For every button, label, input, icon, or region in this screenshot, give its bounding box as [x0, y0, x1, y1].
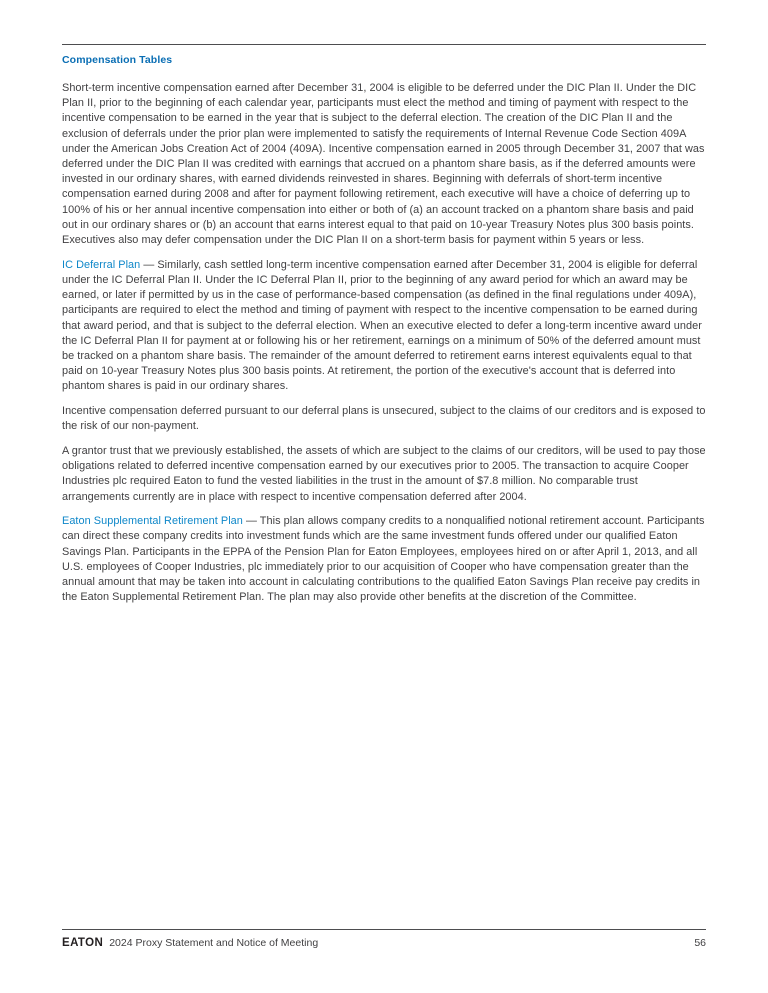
page-content [62, 44, 706, 615]
paragraph-text: Short-term incentive compensation earned after December 31, 2004 is eligible to be deferred under the DIC Plan II. Under the DIC Plan II, prior to the beginning of each calendar year, participants must elect the method and timing of payment with respect to the incentive compensation to be earned in the year that is subject to the deferral election. The creation of the DIC Plan II and the exclusion of deferrals under the prior plan were implemented to satisfy the requirements of Internal Revenue Code Section 409A under the American Jobs Creation Act of 2004 (409A). Incentive compensation earned in 2005 through December 31, 2007 that was deferred under the DIC Plan II was credited with earnings that accrued on a phantom share basis, as if the deferred amounts were invested in our ordinary shares, with earned dividends reinvested in shares. Beginning with deferrals of short-term incentive compensation earned during 2008 and after for payment following retirement, each executive will have a choice of deferring up to 100% of his or her annual incentive compensation into either or both of (a) an account tracked on a phantom share basis and paid out in our ordinary shares or (b) an account that earns interest equal to that paid on 10-year Treasury Notes plus 300 basis points. Executives also may defer compensation under the DIC Plan II on a short-term basis for payment within 5 years or less. [62, 82, 705, 247]
paragraph-unsecured-note [62, 404, 706, 434]
footer-brand: EATON [62, 937, 104, 949]
section-heading: Compensation Tables [62, 54, 173, 66]
paragraph-short-term-incentive [62, 81, 706, 248]
eaton-supplemental-retirement-plan-lead: Eaton Supplemental Retirement Plan [62, 515, 243, 528]
paragraph-text: — This plan allows company credits to a nonqualified notional retirement account. Participants can direct these company credits into investment funds which are the same investment funds offered under our qualified Eaton Savings Plan. Participants in the EPPA of the Pension Plan for Eaton Employees, employees hired on or after April 1, 2013, and all U.S. employees of Cooper Industries, plc immediately prior to our acquisition of Cooper who have compensation greater than the annual amount that may be taken into account in calculating contributions to the qualified Eaton Savings Plan receive pay credits in the Eaton Supplemental Retirement Plan. The plan may also provide other benefits at the discretion of the Committee. [62, 515, 705, 604]
paragraph-text: — Similarly, cash settled long-term incentive compensation earned after December 31, 2004 is eligible for deferral under the IC Deferral Plan II. Under the IC Deferral Plan II, prior to the beginning of any award period for which an award may be earned, or later if permitted by us in the case of performance-based compensation (as defined in the final regulations under 409A), participants are required to elect the method and timing of payment with respect to the incentive compensation to be earned during that award period, and that is subject to the deferral election. When an executive elected to defer a long-term incentive award under the IC Deferral Plan II for payment at or following his or her retirement, earnings on a minimum of 50% of the deferred amount must be tracked on a phantom share basis. The remainder of the amount deferred to retirement earns interest equivalents equal to that paid on 10-year Treasury Notes plus 300 basis points. At retirement, the portion of the executive's account that is deferred into phantom shares is paid in our ordinary shares. [62, 258, 702, 393]
paragraph-grantor-trust [62, 444, 706, 505]
paragraph-ic-deferral-plan [62, 258, 706, 395]
footer-page-number: 56 [694, 937, 706, 949]
ic-deferral-plan-lead: IC Deferral Plan [62, 258, 141, 271]
paragraph-text: Incentive compensation deferred pursuant to our deferral plans is unsecured, subject to the claims of our creditors and is exposed to the risk of our non-payment. [62, 405, 706, 433]
paragraph-supplemental-retirement-plan [62, 514, 706, 605]
paragraph-text: A grantor trust that we previously established, the assets of which are subject to the claims of our creditors, will be used to pay those obligations related to deferred incentive compensation earned by our executives prior to 2005. The transaction to acquire Cooper Industries plc required Eaton to fund the vested liabilities in the trust in the amount of $7.8 million. No comparable trust arrangements currently are in place with respect to incentive compensation deferred after 2004. [62, 444, 706, 503]
footer-document-title: 2024 Proxy Statement and Notice of Meeting [109, 937, 319, 949]
header-rule [62, 44, 706, 45]
page-footer [62, 929, 706, 949]
